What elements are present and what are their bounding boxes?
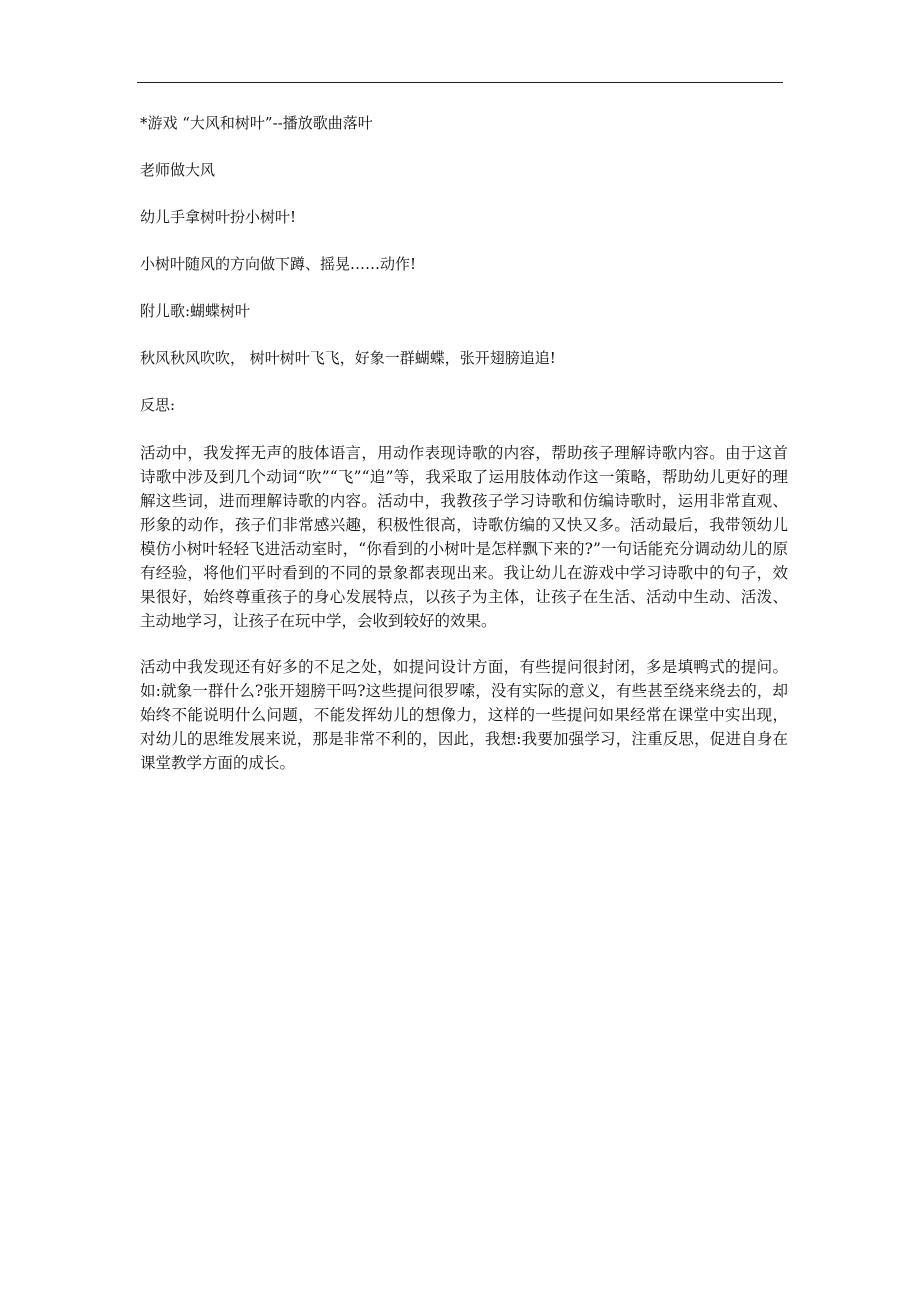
children-role-line: 幼儿手拿树叶扮小树叶! [140,208,297,226]
document-body [140,112,788,797]
rhyme-text-line: 秋风秋风吹吹， 树叶树叶飞飞，好象一群蝴蝶，张开翅膀追追! [140,349,556,367]
teacher-role-line: 老师做大风 [140,161,216,179]
game-title-line: *游戏 “大风和树叶”--播放歌曲落叶 [140,114,373,132]
action-line: 小树叶随风的方向做下蹲、摇晃……动作! [140,255,417,273]
reflection-paragraph-1: 活动中，我发挥无声的肢体语言，用动作表现诗歌的内容，帮助孩子理解诗歌内容。由于这首诗歌中涉及到几个动词“吹”“飞”“追”等，我采取了运用肢体动作这一策略，帮助幼儿更好的理解这些词，进而理解诗歌的内容。活动中，我教孩子学习诗歌和仿编诗歌时，运用非常直观、形象的动作，孩子们非常感兴趣，积极性很高，诗歌仿编的又快又多。活动最后，我带领幼儿模仿小树叶轻轻飞进活动室时，“你看到的小树叶是怎样飘下来的?”一句话能充分调动幼儿的原有经验，将他们平时看到的不同的景象都表现出来。我让幼儿在游戏中学习诗歌中的句子，效果很好，始终尊重孩子的身心发展特点，以孩子为主体，让孩子在生活、活动中生动、活泼、主动地学习，让孩子在玩中学，会收到较好的效果。 [140,444,788,630]
reflection-paragraph-2: 活动中我发现还有好多的不足之处，如提问设计方面，有些提问很封闭，多是填鸭式的提问。如:就象一群什么?张开翅膀干吗?这些提问很罗嗦，没有实际的意义，有些甚至绕来绕去的，却始终不能说明什么问题，不能发挥幼儿的想像力，这样的一些提问如果经常在课堂中实出现，对幼儿的思维发展来说，那是非常不利的，因此，我想:我要加强学习，注重反思，促进自身在课堂教学方面的成长。 [140,658,788,772]
rhyme-title-line: 附儿歌:蝴蝶树叶 [140,302,251,320]
header-rule [137,82,783,83]
reflection-heading: 反思: [140,396,176,414]
